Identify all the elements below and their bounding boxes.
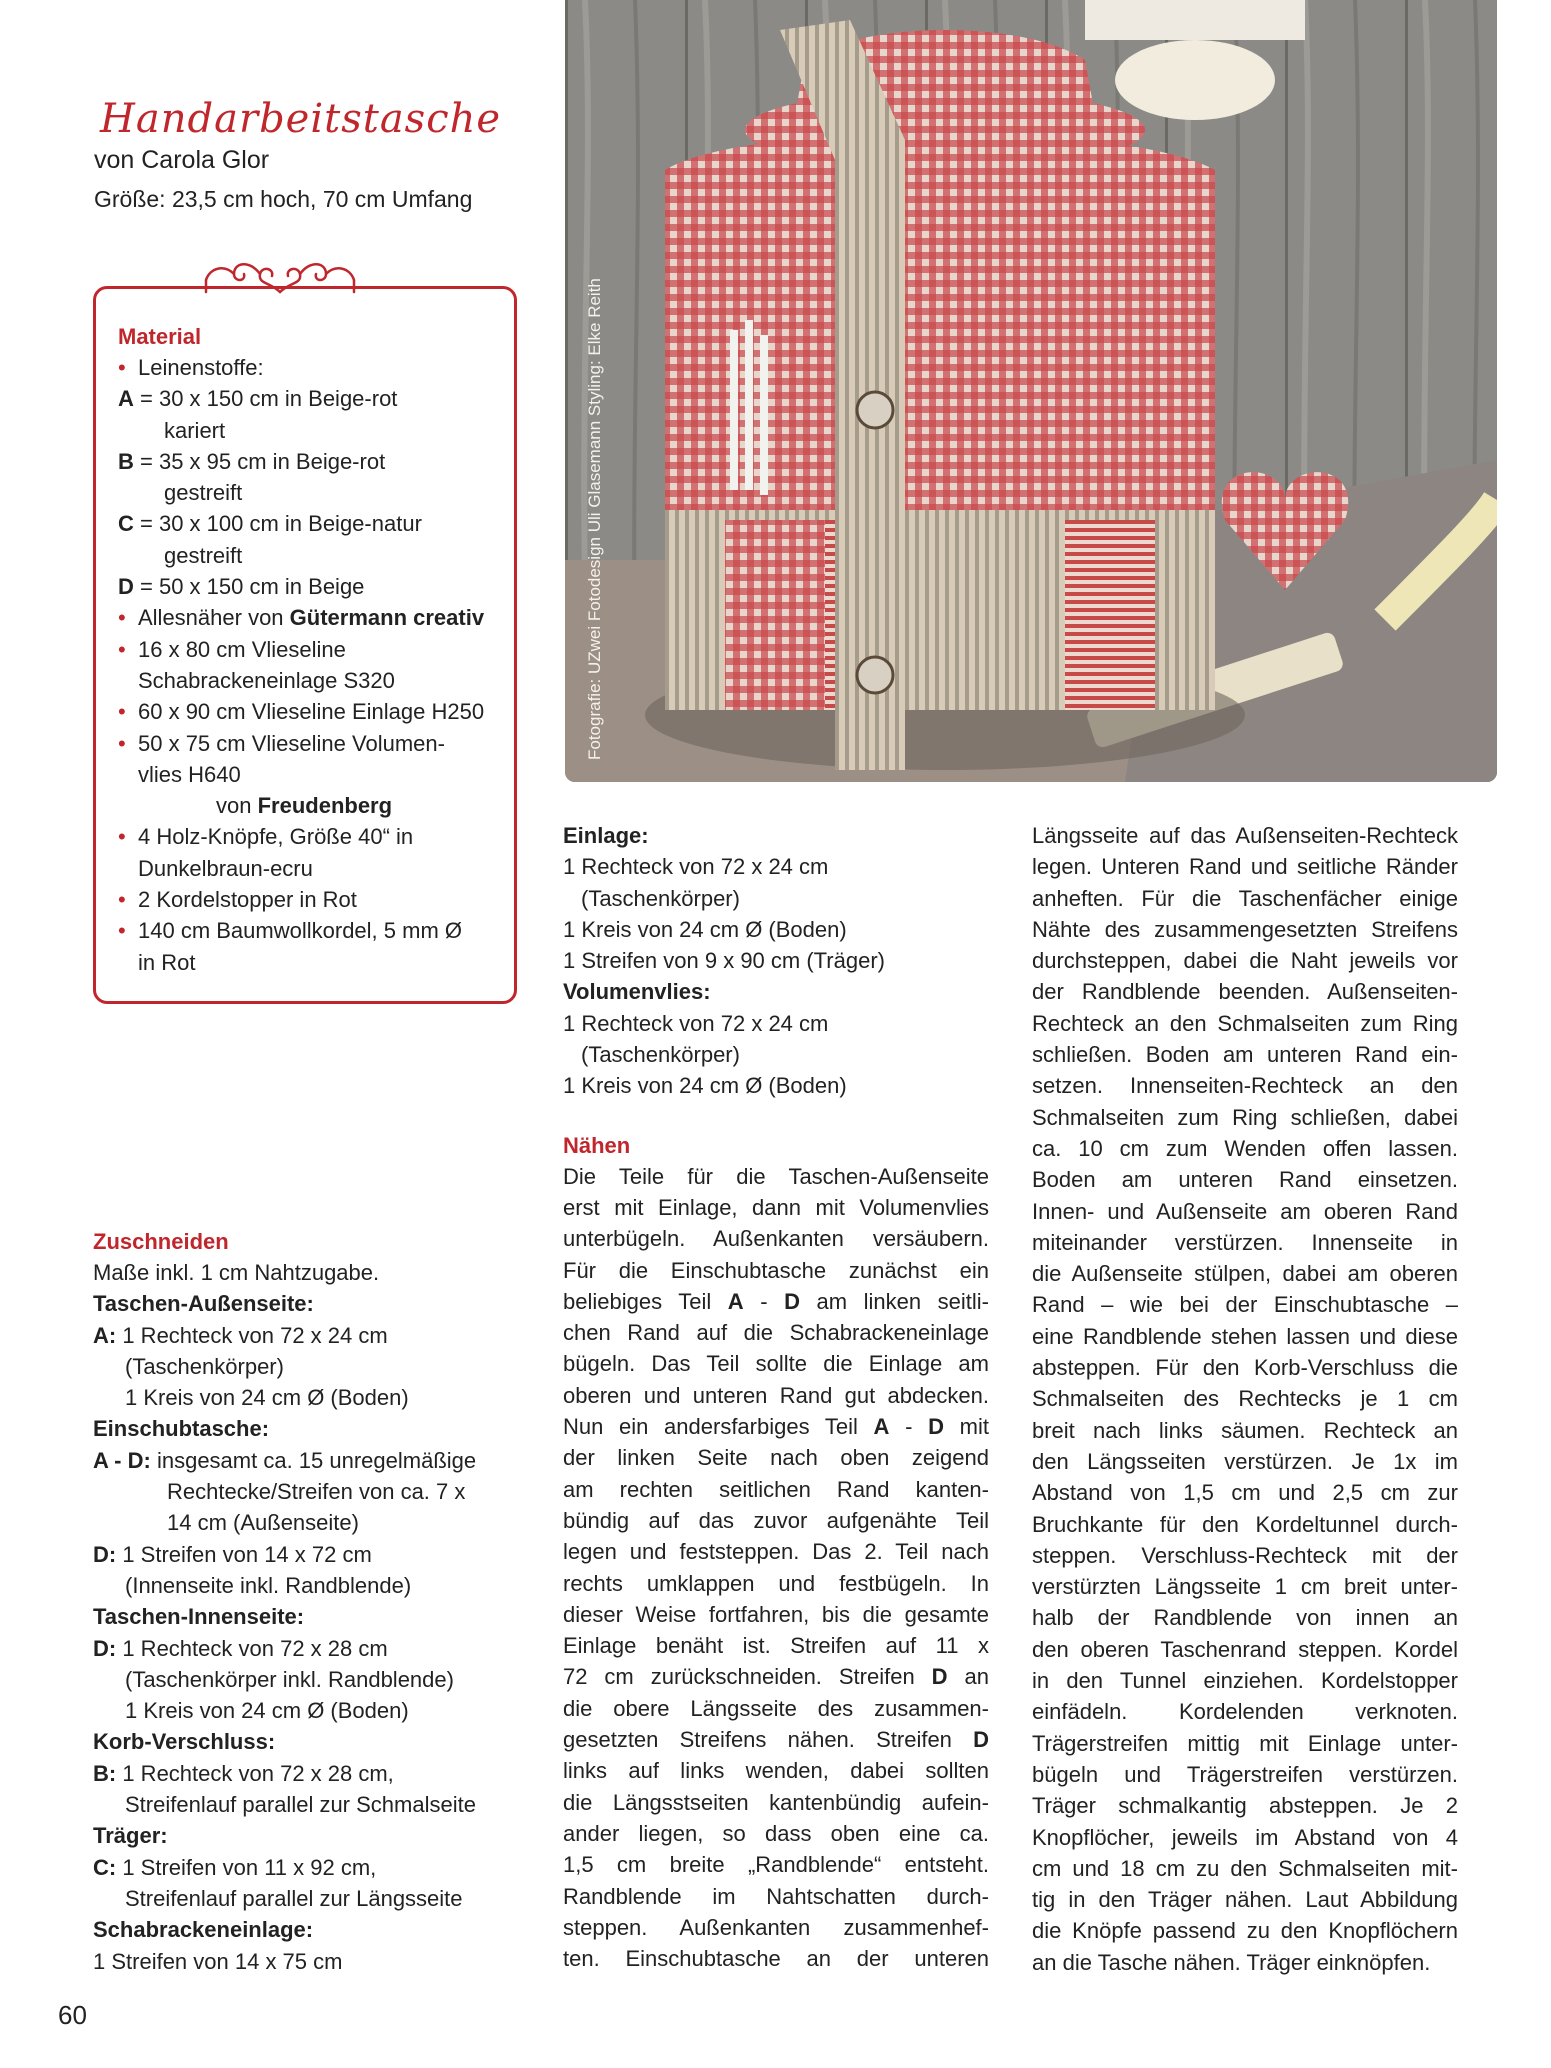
- cut-line: [93, 1382, 513, 1413]
- right-column: [1032, 820, 1458, 1978]
- part-letter: D: [973, 1727, 989, 1753]
- cut-text: 1 Rechteck von 72 x 28 cm: [116, 1635, 388, 1661]
- part-label: D:: [93, 1635, 117, 1661]
- einlage-line: 1 Streifen von 9 x 90 cm (Träger): [563, 948, 885, 974]
- text-line: steppen. Verschluss-Rechteck mit der: [1032, 1542, 1458, 1568]
- material-line: [118, 821, 514, 852]
- text-line: legen. Unteren Rand und seitliche Ränder: [1032, 854, 1458, 880]
- text-line: Schmalseiten des Rechtecks je 1 cm: [1032, 1386, 1458, 1412]
- text-line: chen Rand auf die Schabrackeneinlage: [563, 1320, 989, 1346]
- cut-text: Maße inkl. 1 cm Nahtzugabe.: [93, 1260, 380, 1285]
- cut-text: 1 Streifen von 11 x 92 cm,: [116, 1854, 377, 1880]
- material-text: 2 Kordelstopper in Rot: [138, 887, 357, 913]
- text-line: Die Teile für die Taschen-Außenseite: [563, 1163, 989, 1189]
- text-line: Boden am unteren Rand einsetzen.: [1032, 1167, 1458, 1193]
- material-line: [118, 446, 514, 477]
- bullet-icon: •: [118, 824, 126, 850]
- cut-text: Korb-Verschluss:: [93, 1729, 276, 1755]
- text-line: den oberen Taschenrand steppen. Kordel: [1032, 1636, 1458, 1662]
- text-line: die Außenseite stülpen, dabei am oberen: [1032, 1261, 1458, 1287]
- material-list: [118, 352, 514, 978]
- text-line: Innen- und Außenseite am oberen Rand: [1032, 1198, 1458, 1224]
- material-line: [118, 884, 514, 915]
- text-line: Abstand von 1,5 cm und 2,5 cm zur: [1032, 1480, 1458, 1506]
- material-line: [118, 634, 514, 665]
- cut-line: [93, 1539, 513, 1570]
- material-heading: Material: [118, 324, 202, 349]
- naehen-text-part1: [563, 1161, 989, 1975]
- text-line: ca. 10 cm zum Wenden offen lassen.: [1032, 1135, 1458, 1161]
- einlage-line: 1 Rechteck von 72 x 24 cm: [563, 854, 829, 880]
- material-line: [118, 915, 514, 946]
- text-line: steppen. Außenkanten zusammenhef-: [563, 1914, 989, 1940]
- text-line: gesetzten Streifens nähen. Streifen D: [563, 1727, 989, 1753]
- cut-line: [93, 1445, 513, 1476]
- cut-text: 14 cm (Außenseite): [167, 1510, 359, 1536]
- material-text: = 30 x 100 cm in Beige-natur: [133, 511, 422, 537]
- cut-line: [93, 1946, 513, 1977]
- text-line: 1,5 cm breite „Randblende“ entsteht.: [563, 1852, 989, 1878]
- part-letter: A: [727, 1288, 744, 1314]
- einlage-list: [563, 820, 989, 1102]
- text-line: Randblende im Nahtschatten durch-: [563, 1883, 989, 1909]
- cut-line: [93, 1758, 513, 1789]
- material-text: Schabrackeneinlage S320: [138, 667, 395, 693]
- cut-text: 1 Streifen von 14 x 72 cm: [116, 1541, 372, 1567]
- naehen-text-part2: [1032, 820, 1458, 1978]
- zuschneiden-section: [93, 1226, 513, 1977]
- text-line: verstürzten Längsseite 1 cm breit unter-: [1032, 1574, 1458, 1600]
- cut-line: [93, 1413, 513, 1444]
- material-text: 60 x 90 cm Vlieseline Einlage H250: [138, 699, 485, 725]
- material-text: 4 Holz-Knöpfe, Größe 40“ in: [138, 824, 414, 850]
- text-line: tig in den Träger nähen. Laut Abbildung: [1032, 1887, 1458, 1913]
- size-info: Größe: 23,5 cm hoch, 70 cm Umfang: [94, 186, 473, 212]
- material-text: = 50 x 150 cm in Beige: [133, 574, 365, 600]
- material-line: [118, 352, 514, 383]
- bullet-icon: •: [118, 636, 126, 662]
- material-text: gestreift: [164, 542, 243, 568]
- text-line: unterbügeln. Außenkanten versäubern.: [563, 1226, 989, 1252]
- text-line: schließen. Boden am unteren Rand ein-: [1032, 1042, 1458, 1068]
- cut-line: [93, 1320, 513, 1351]
- cut-line: [93, 1633, 513, 1664]
- material-line: [118, 947, 514, 978]
- material-line: [118, 477, 514, 508]
- text-line: dieser Weise fortfahren, bis die gesamte: [563, 1601, 989, 1627]
- page-title: Handarbeitstasche: [100, 96, 502, 142]
- cut-text: insgesamt ca. 15 unregelmäßige: [150, 1447, 477, 1473]
- text-line: Rechteck an den Schmalseiten zum Ring: [1032, 1010, 1458, 1036]
- naehen-heading: Nähen: [563, 1132, 631, 1158]
- cut-line: [93, 1820, 513, 1851]
- text-line: legen und feststeppen. Das 2. Teil nach: [563, 1539, 989, 1565]
- text-line: Längsseite auf das Außenseiten-Rechteck: [1032, 823, 1458, 848]
- cut-text: (Innenseite inkl. Randblende): [125, 1572, 412, 1598]
- brand-name: Freudenberg: [257, 793, 393, 819]
- material-text: vlies H640: [138, 761, 241, 787]
- text-line: bügeln. Das Teil sollte die Einlage am: [563, 1351, 989, 1377]
- cut-line: [93, 1601, 513, 1632]
- einlage-line: Einlage:: [563, 823, 649, 848]
- cut-text: Träger:: [93, 1823, 168, 1849]
- text-line: der Randblende beenden. Außenseiten-: [1032, 979, 1458, 1005]
- material-line: [118, 696, 514, 727]
- text-line: miteinander verstürzen. Innenseite in: [1032, 1229, 1458, 1255]
- text-line: in den Tunnel einziehen. Kordelstopper: [1032, 1668, 1458, 1694]
- fabric-letter: C: [118, 511, 134, 537]
- material-line: [118, 571, 514, 602]
- part-label: A:: [93, 1322, 117, 1348]
- cut-text: 1 Rechteck von 72 x 28 cm,: [116, 1760, 394, 1786]
- material-text: Allesnäher von: [138, 605, 290, 631]
- cut-text: Taschen-Innenseite:: [93, 1604, 305, 1630]
- text-line: oberen und unteren Rand gut abdecken.: [563, 1382, 989, 1408]
- bullet-icon: •: [118, 730, 126, 756]
- material-text: = 30 x 150 cm in Beige-rot: [133, 386, 398, 412]
- text-line: den Längsseiten verstürzen. Je 1x im: [1032, 1448, 1458, 1474]
- text-line: Träger schmalkantig absteppen. Je 2: [1032, 1793, 1458, 1819]
- text-line: bündig auf das zuvor aufgenähte Teil: [563, 1507, 989, 1533]
- product-photo: [565, 0, 1497, 782]
- text-line: eine Randblende stehen lassen und diese: [1032, 1323, 1458, 1349]
- material-line: [118, 508, 514, 539]
- text-line: ander liegen, so dass oben eine ca.: [563, 1820, 989, 1846]
- einlage-line: 1 Rechteck von 72 x 24 cm: [563, 1010, 829, 1036]
- text-line: am rechten seitlichen Rand kanten-: [563, 1476, 989, 1502]
- text-line: setzen. Innenseiten-Rechteck an den: [1032, 1073, 1458, 1099]
- zuschneiden-list: [93, 1257, 513, 1977]
- text-line: links auf links wenden, dabei sollten: [563, 1758, 989, 1784]
- part-letter: D: [784, 1288, 800, 1314]
- text-line: 72 cm zurückschneiden. Streifen D an: [563, 1664, 989, 1690]
- text-line: rechts umklappen und festbügeln. In: [563, 1570, 989, 1596]
- text-line: anheften. Für die Taschenfächer einige: [1032, 885, 1458, 911]
- einlage-line: 1 Kreis von 24 cm Ø (Boden): [563, 1073, 847, 1099]
- part-label: D:: [93, 1541, 117, 1567]
- text-line: Trägerstreifen mittig mit Einlage unter-: [1032, 1730, 1458, 1756]
- material-line: [118, 853, 514, 884]
- material-line: [118, 415, 514, 446]
- page-number: 60: [58, 2000, 87, 2030]
- author-byline: von Carola Glor: [94, 146, 270, 174]
- cut-text: 1 Rechteck von 72 x 24 cm: [116, 1322, 388, 1348]
- cut-line: [93, 1257, 513, 1288]
- zuschneiden-heading: Zuschneiden: [93, 1229, 229, 1254]
- cut-text: 1 Kreis von 24 cm Ø (Boden): [125, 1698, 409, 1724]
- cut-text: Streifenlauf parallel zur Schmalseite: [125, 1792, 476, 1818]
- material-line: [118, 728, 514, 759]
- material-text: 50 x 75 cm Vlieseline Volumen-: [138, 730, 445, 756]
- part-letter: D: [928, 1414, 944, 1440]
- material-line: [118, 759, 514, 790]
- material-line: [118, 540, 514, 571]
- cut-line: [93, 1789, 513, 1820]
- cut-text: Rechtecke/Streifen von ca. 7 x: [167, 1479, 466, 1505]
- cut-line: [93, 1883, 513, 1914]
- photo-credit: Fotografie: UZwei Fotodesign Uli Glasemann Styling: Elke Reith: [585, 278, 604, 760]
- cut-text: Taschen-Außenseite:: [93, 1291, 314, 1317]
- material-text: von: [216, 793, 258, 819]
- text-line: cm und 18 cm zu den Schmalseiten mit-: [1032, 1855, 1458, 1881]
- cut-text: 1 Streifen von 14 x 75 cm: [93, 1948, 343, 1974]
- text-line: die Längsstseiten kantenbündig aufein-: [563, 1789, 989, 1815]
- fabric-letter: B: [118, 448, 134, 474]
- material-line: [118, 790, 514, 821]
- text-line: durchsteppen, dabei die Naht jeweils vor: [1032, 948, 1458, 974]
- text-line: Bruchkante für den Kordeltunnel durch-: [1032, 1511, 1458, 1537]
- cut-line: [93, 1570, 513, 1601]
- text-line: beliebiges Teil A - D am linken seitli-: [563, 1288, 989, 1314]
- bullet-icon: •: [118, 355, 126, 380]
- brand-name: Gütermann creativ: [289, 605, 485, 631]
- cut-line: [93, 1507, 513, 1538]
- material-text: Dunkelbraun-ecru: [138, 855, 313, 881]
- einlage-line: (Taschenkörper): [581, 885, 740, 911]
- text-line: ten. Einschubtasche an der unteren: [563, 1946, 989, 1972]
- cut-line: [93, 1664, 513, 1695]
- cut-text: Schabrackeneinlage:: [93, 1917, 314, 1943]
- material-box: [93, 286, 517, 1004]
- text-line: der linken Seite nach oben zeigend: [563, 1445, 989, 1471]
- bullet-icon: •: [118, 887, 126, 913]
- cut-line: [93, 1351, 513, 1382]
- text-line: Schmalseiten zum Ring schließen, dabei: [1032, 1104, 1458, 1130]
- cut-text: Einschubtasche:: [93, 1416, 270, 1442]
- cut-text: 1 Kreis von 24 cm Ø (Boden): [125, 1385, 409, 1411]
- einlage-line: 1 Kreis von 24 cm Ø (Boden): [563, 916, 847, 942]
- text-line: absteppen. Für den Korb-Verschluss die: [1032, 1355, 1458, 1381]
- text-line: Nähte des zusammengesetzten Streifens: [1032, 916, 1458, 942]
- cut-line: [93, 1288, 513, 1319]
- einlage-line: Volumenvlies:: [563, 979, 711, 1005]
- part-label: A - D:: [93, 1447, 151, 1473]
- bullet-icon: •: [118, 699, 126, 725]
- fabric-letter: D: [118, 574, 134, 600]
- text-line: die obere Längsseite des zusammen-: [563, 1695, 989, 1721]
- cut-line: [93, 1695, 513, 1726]
- part-letter: D: [931, 1664, 948, 1690]
- cut-line: [93, 1476, 513, 1507]
- material-text: kariert: [164, 417, 226, 443]
- material-text: 16 x 80 cm Vlieseline: [138, 636, 346, 662]
- text-line: erst mit Einlage, dann mit Volumenvlies: [563, 1194, 989, 1220]
- material-text: Leinenstoffe:: [138, 355, 264, 380]
- part-letter: A: [873, 1414, 890, 1440]
- cut-text: (Taschenkörper inkl. Randblende): [125, 1666, 454, 1692]
- text-line: an die Tasche nähen. Träger einknöpfen.: [1032, 1949, 1431, 1975]
- cut-line: [93, 1914, 513, 1945]
- text-line: die Knöpfe passend zu den Knopflöchern: [1032, 1918, 1458, 1944]
- bullet-icon: •: [118, 605, 126, 631]
- material-line: [118, 383, 514, 414]
- text-line: einfädeln. Kordelenden verknoten.: [1032, 1699, 1458, 1725]
- einlage-line: (Taschenkörper): [581, 1042, 740, 1068]
- text-line: breit nach links säumen. Rechteck an: [1032, 1417, 1458, 1443]
- material-text: gestreift: [164, 480, 243, 506]
- part-label: C:: [93, 1854, 117, 1880]
- text-line: bügeln und Trägerstreifen verstürzen.: [1032, 1761, 1458, 1787]
- cut-text: Streifenlauf parallel zur Längsseite: [125, 1885, 463, 1911]
- middle-column: [563, 820, 989, 1974]
- cut-line: [93, 1852, 513, 1883]
- text-line: Für die Einschubtasche zunächst ein: [563, 1257, 989, 1283]
- material-line: [118, 665, 514, 696]
- text-line: Nun ein andersfarbiges Teil A - D mit: [563, 1414, 989, 1440]
- cut-line: [93, 1726, 513, 1757]
- text-line: Rand – wie bei der Einschubtasche –: [1032, 1292, 1458, 1318]
- material-line: [118, 602, 514, 633]
- material-text: = 35 x 95 cm in Beige-rot: [133, 448, 386, 474]
- fabric-letter: A: [118, 386, 134, 412]
- text-line: Einlage benäht ist. Streifen auf 11 x: [563, 1633, 989, 1659]
- text-line: Knopflöcher, jeweils im Abstand von 4: [1032, 1824, 1458, 1850]
- bullet-icon: •: [118, 918, 126, 944]
- text-line: halb der Randblende von innen an: [1032, 1605, 1458, 1631]
- cut-text: (Taschenkörper): [125, 1353, 284, 1379]
- part-label: B:: [93, 1760, 117, 1786]
- material-text: in Rot: [138, 949, 196, 975]
- material-text: 140 cm Baumwollkordel, 5 mm Ø: [138, 918, 462, 944]
